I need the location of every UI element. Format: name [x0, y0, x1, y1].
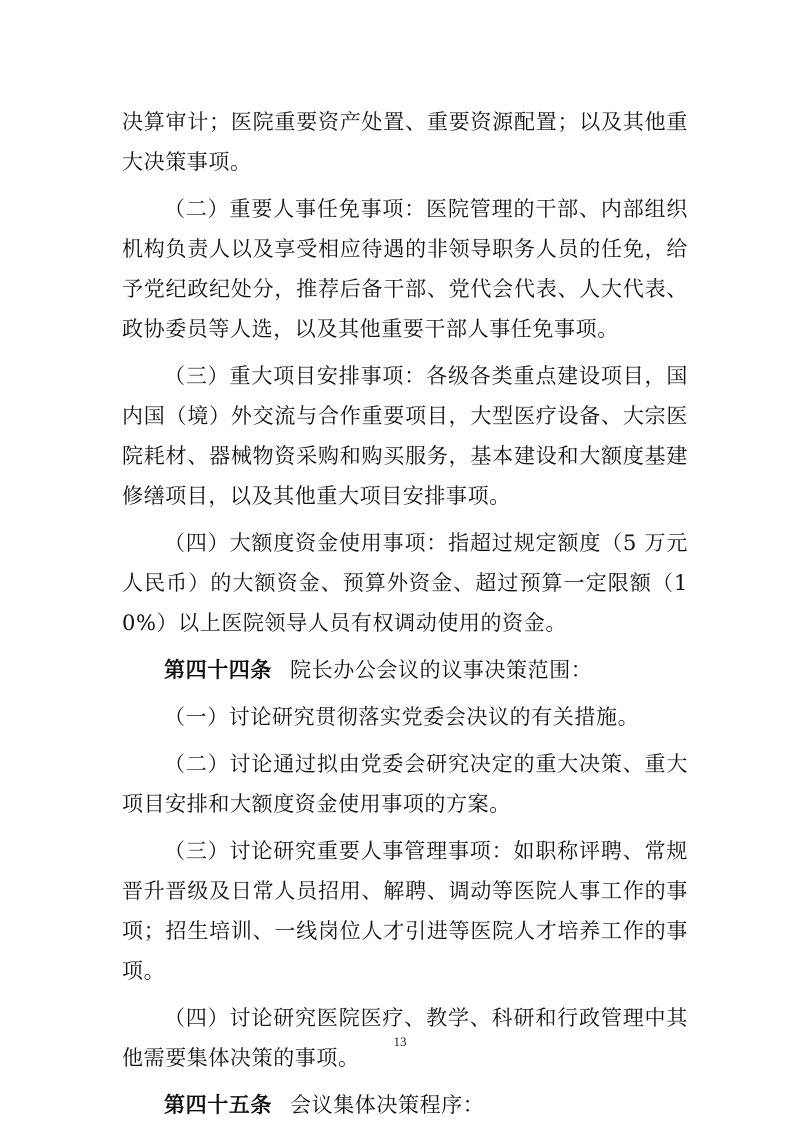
article-text: 院长办公会议的议事决策范围：: [290, 658, 593, 682]
paragraph-personnel-appointments: [122, 189, 688, 349]
paragraph-text: 决算审计；医院重要资产处置、重要资源配置；以及其他重大决策事项。: [122, 110, 688, 174]
document-body: [122, 102, 688, 1132]
article-heading: 第四十五条: [164, 1092, 272, 1117]
paragraph-large-funds: [122, 523, 688, 643]
article-44: [122, 650, 688, 690]
article-text: 会议集体决策程序：: [290, 1093, 485, 1117]
article-heading: 第四十四条: [164, 657, 272, 682]
paragraph-text: （三）重大项目安排事项：各级各类重点建设项目，国内国（境）外交流与合作重要项目，大型医疗设备、大宗医院耗材、器械物资采购和购买服务，基本建设和大额度基建修缮项目，以及其他重大项目安排事项。: [122, 364, 688, 508]
page-number: 13: [393, 1034, 407, 1049]
paragraph-text: （三）讨论研究重要人事管理事项：如职称评聘、常规晋升晋级及日常人员招用、解聘、调动等医院人事工作的事项；招生培训、一线岗位人才引进等医院人才培养工作的事项。: [122, 839, 688, 983]
paragraph-text: （四）讨论研究医院医疗、教学、科研和行政管理中其他需要集体决策的事项。: [122, 1006, 688, 1070]
paragraph-text: （二）重要人事任免事项：医院管理的干部、内部组织机构负责人以及享受相应待遇的非领导职务人员的任免，给予党纪政纪处分，推荐后备干部、党代会代表、人大代表、政协委员等人选，以及其他重要干部人事任免事项。: [122, 197, 688, 341]
paragraph-continuation: [122, 102, 688, 182]
paragraph-text: （一）讨论研究贯彻落实党委会决议的有关措施。: [164, 705, 640, 729]
paragraph-item-3: [122, 831, 688, 991]
paragraph-text: （四）大额度资金使用事项：指超过规定额度（5 万元人民币）的大额资金、预算外资金、超过预算一定限额（10%）以上医院领导人员有权调动使用的资金。: [122, 531, 688, 635]
paragraph-text: （二）讨论通过拟由党委会研究决定的重大决策、重大项目安排和大额度资金使用事项的方案。: [122, 752, 688, 816]
paragraph-major-projects: [122, 356, 688, 516]
paragraph-item-1: [122, 697, 688, 737]
paragraph-item-2: [122, 744, 688, 824]
article-45: [122, 1085, 688, 1125]
